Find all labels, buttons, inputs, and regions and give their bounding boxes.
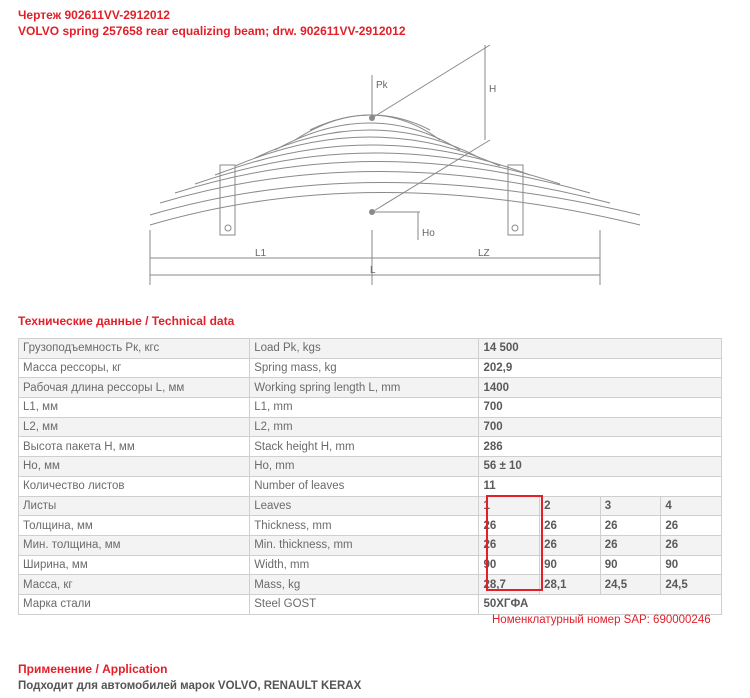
label-l1: L1 <box>255 248 267 259</box>
table-row <box>19 437 722 457</box>
cell-value: 286 <box>479 437 722 457</box>
table-row <box>19 457 722 477</box>
table-row <box>19 594 722 614</box>
cell-ru: L2, мм <box>19 417 250 437</box>
label-pk: Pk <box>376 80 388 91</box>
table-row <box>19 555 722 575</box>
label-l2: LZ <box>478 248 490 259</box>
cell-ru: Рабочая длина рессоры L, мм <box>19 378 250 398</box>
table-row <box>19 535 722 555</box>
table-row <box>19 339 722 359</box>
table-row <box>19 417 722 437</box>
cell-value: 1400 <box>479 378 722 398</box>
table-row <box>19 496 722 516</box>
sap-number: Номенклатурный номер SAP: 690000246 <box>492 614 711 626</box>
cell-en: Load Pk, kgs <box>250 339 479 359</box>
leaf-4 <box>175 162 590 194</box>
cell-en: Leaves <box>250 496 479 516</box>
cell-ru: L1, мм <box>19 398 250 418</box>
cell-leaf-3: 3 <box>600 496 661 516</box>
cell-en: Number of leaves <box>250 476 479 496</box>
table-row <box>19 378 722 398</box>
cell-leaf-2: 26 <box>540 516 601 536</box>
leaf-9 <box>275 123 460 150</box>
application-text: Подходит для автомобилей марок VOLVO, RENAULT KERAX <box>18 680 362 692</box>
cell-ru: Высота пакета H, мм <box>19 437 250 457</box>
cell-en: L1, mm <box>250 398 479 418</box>
cell-leaf-1: 26 <box>479 535 540 555</box>
cell-leaf-2: 26 <box>540 535 601 555</box>
tech-data-title: Технические данные / Technical data <box>18 314 235 328</box>
cell-en: Steel GOST <box>250 594 479 614</box>
cell-leaf-1: 1 <box>479 496 540 516</box>
cell-value: 700 <box>479 398 722 418</box>
cell-value: 700 <box>479 417 722 437</box>
tech-data-table <box>18 338 722 615</box>
cell-ru: Масса, кг <box>19 575 250 595</box>
leaf-3 <box>160 172 610 204</box>
cell-ru: Толщина, мм <box>19 516 250 536</box>
cell-ru: Марка стали <box>19 594 250 614</box>
cell-leaf-3: 26 <box>600 516 661 536</box>
cell-value: 11 <box>479 476 722 496</box>
cell-ru: Листы <box>19 496 250 516</box>
cell-ru: Масса рессоры, кг <box>19 358 250 378</box>
cell-en: L2, mm <box>250 417 479 437</box>
cell-leaf-3: 90 <box>600 555 661 575</box>
cell-ru: Количество листов <box>19 476 250 496</box>
cell-leaf-1: 90 <box>479 555 540 575</box>
drawing-title-en: VOLVO spring 257658 rear equalizing beam; drw. 902611VV-2912012 <box>18 24 406 38</box>
drawing-title-ru: Чертеж 902611VV-2912012 <box>18 8 170 22</box>
cell-en: Thickness, mm <box>250 516 479 536</box>
cell-en: Mass, kg <box>250 575 479 595</box>
cell-leaf-3: 26 <box>600 535 661 555</box>
cell-ru: Ширина, мм <box>19 555 250 575</box>
cell-leaf-1: 26 <box>479 516 540 536</box>
cell-ru: Мин. толщина, мм <box>19 535 250 555</box>
cell-en: Min. thickness, mm <box>250 535 479 555</box>
table-row <box>19 358 722 378</box>
table-row <box>19 398 722 418</box>
cell-leaf-4: 4 <box>661 496 722 516</box>
cell-leaf-2: 90 <box>540 555 601 575</box>
label-h: H <box>489 84 497 95</box>
cell-leaf-4: 26 <box>661 535 722 555</box>
label-ho: Ho <box>422 228 435 239</box>
application-title: Применение / Application <box>18 662 168 676</box>
cell-leaf-2: 2 <box>540 496 601 516</box>
cell-leaf-4: 24,5 <box>661 575 722 595</box>
cell-en: Spring mass, kg <box>250 358 479 378</box>
table-row <box>19 516 722 536</box>
label-l: L <box>370 265 376 276</box>
table-row <box>19 575 722 595</box>
cell-leaf-1: 28,7 <box>479 575 540 595</box>
cell-ru: Грузоподъемность Pк, кгс <box>19 339 250 359</box>
cell-leaf-4: 26 <box>661 516 722 536</box>
cell-en: Working spring length L, mm <box>250 378 479 398</box>
leaf-5 <box>195 153 560 184</box>
cell-value: 14 500 <box>479 339 722 359</box>
cell-ru: Ho, мм <box>19 457 250 477</box>
cell-value: 202,9 <box>479 358 722 378</box>
cell-value: 56 ± 10 <box>479 457 722 477</box>
cell-en: Ho, mm <box>250 457 479 477</box>
cell-value: 50ХГФА <box>479 594 722 614</box>
cell-leaf-2: 28,1 <box>540 575 601 595</box>
table-row <box>19 476 722 496</box>
spring-drawing <box>0 40 750 290</box>
cell-leaf-4: 90 <box>661 555 722 575</box>
cell-en: Stack height H, mm <box>250 437 479 457</box>
cell-leaf-3: 24,5 <box>600 575 661 595</box>
leaf-6 <box>215 145 530 175</box>
leaf-1-highlight <box>486 495 543 591</box>
cell-en: Width, mm <box>250 555 479 575</box>
